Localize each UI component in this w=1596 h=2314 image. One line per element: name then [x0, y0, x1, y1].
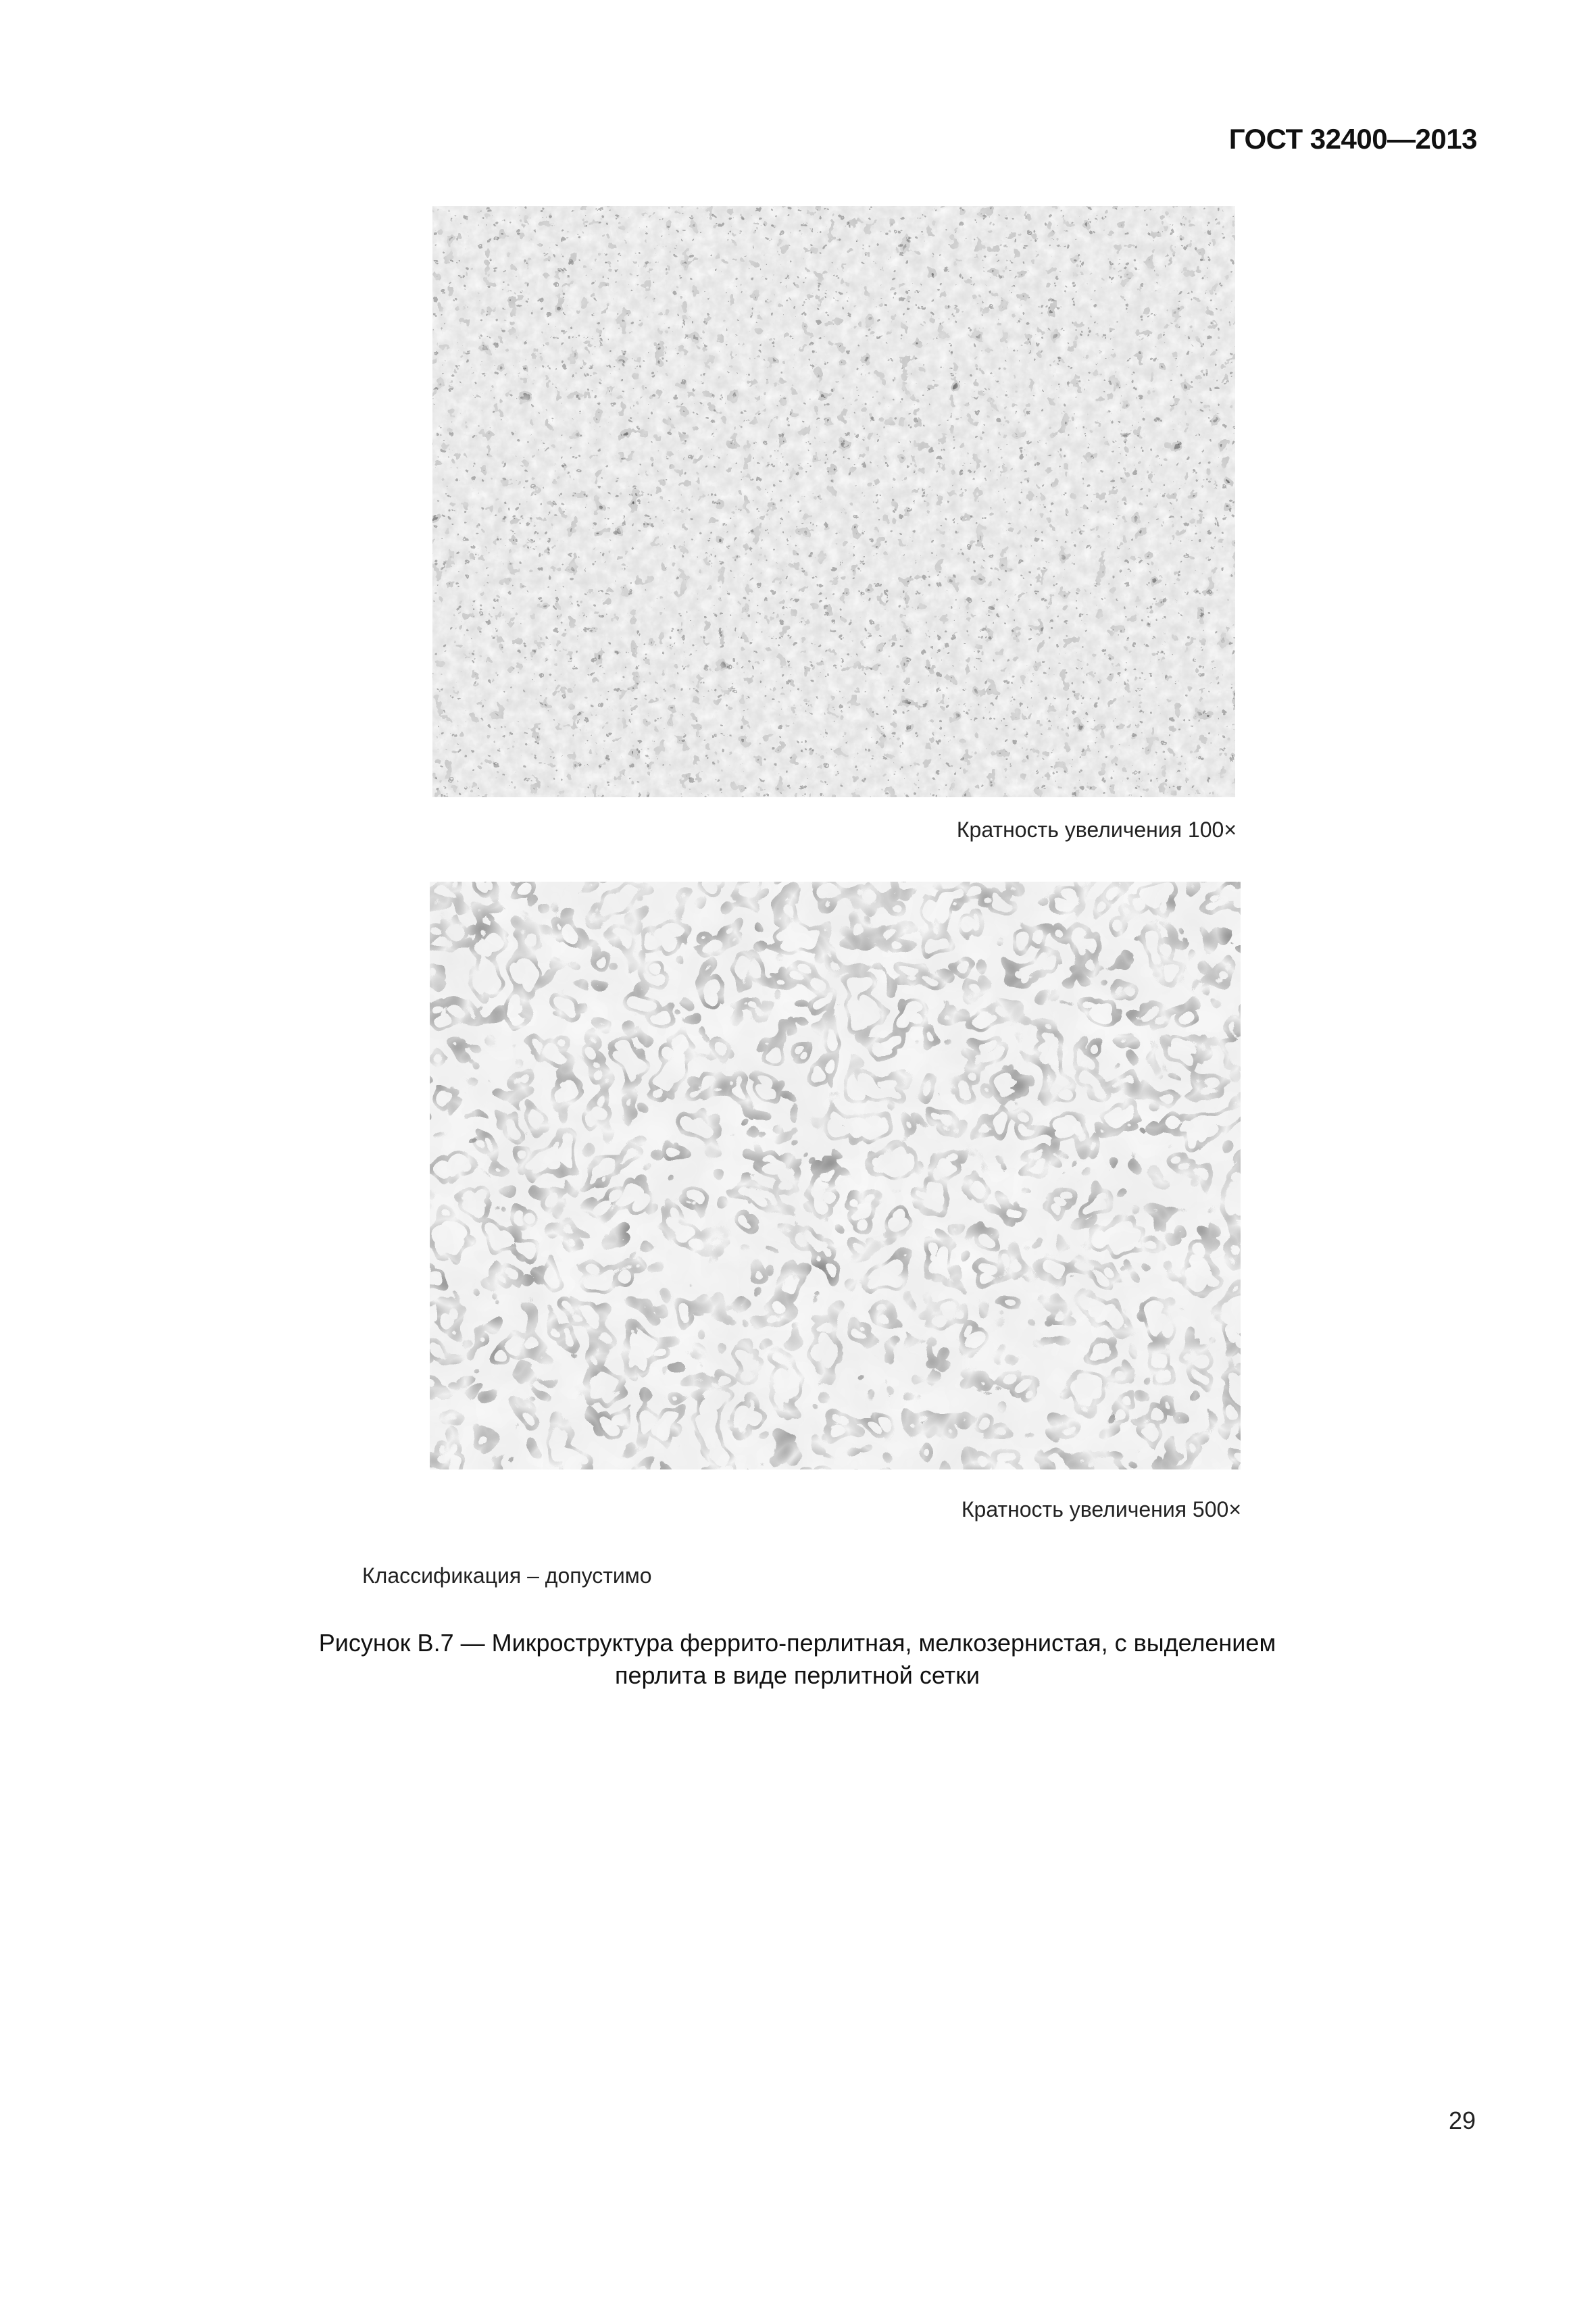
micrograph-100x	[432, 206, 1235, 797]
classification-note: Классификация – допустимо	[362, 1563, 652, 1588]
figure-caption-line-2: перлита в виде перлитной сетки	[614, 1661, 980, 1689]
figure-caption-line-1: Рисунок В.7 — Микроструктура феррито-перлитная, мелкозернистая, с выделением	[318, 1629, 1276, 1657]
page-number: 29	[1448, 2107, 1476, 2134]
micrograph-500x	[430, 882, 1241, 1469]
magnification-label-500x: Кратность увеличения 500×	[961, 1497, 1241, 1521]
micrograph-500x-image	[430, 882, 1241, 1469]
figure-caption	[257, 1627, 1338, 1692]
standard-number: ГОСТ 32400—2013	[1228, 123, 1477, 155]
micrograph-100x-image	[432, 206, 1235, 797]
magnification-label-100x: Кратность увеличения 100×	[956, 818, 1237, 842]
